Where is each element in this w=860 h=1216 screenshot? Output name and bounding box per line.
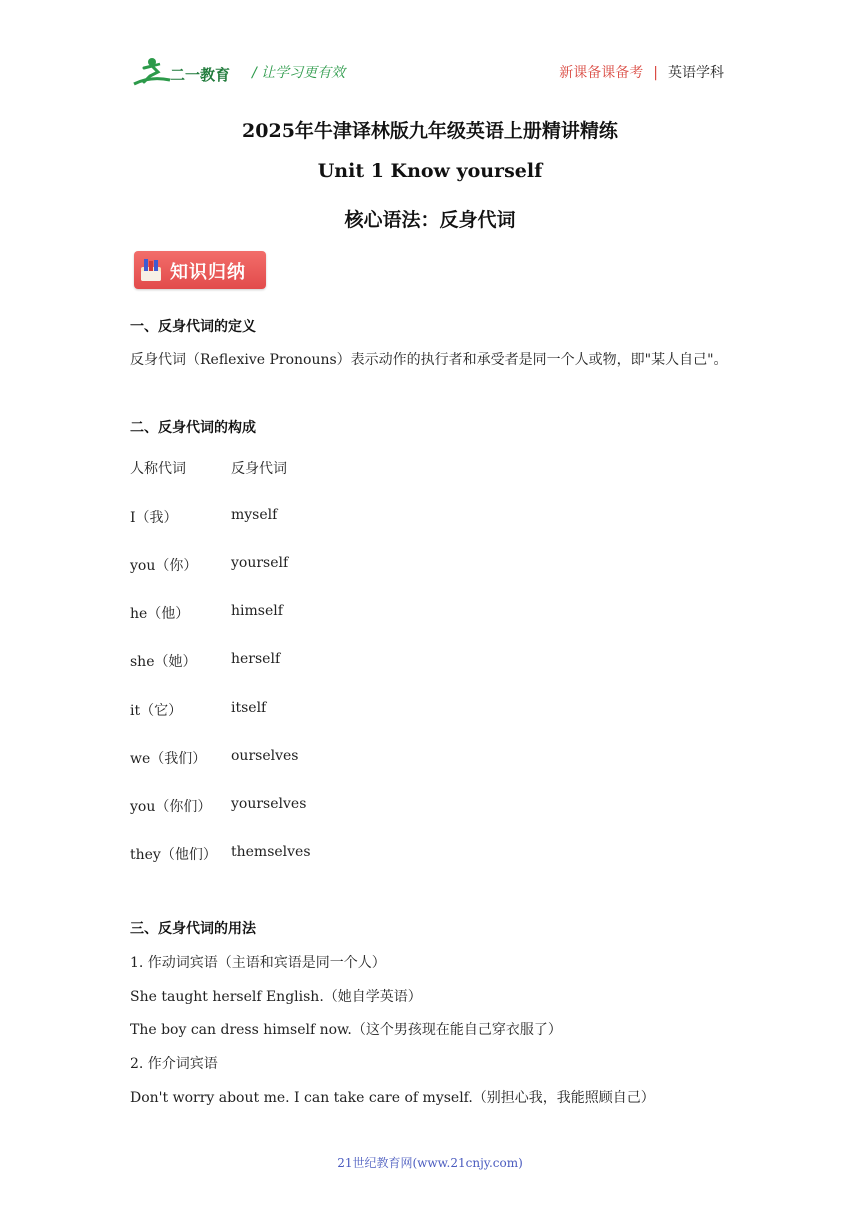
col-header-reflexive: 反身代词	[231, 461, 287, 477]
book-icon	[140, 257, 162, 283]
header-separator: |	[653, 65, 658, 81]
page-title: 2025年牛津译林版九年级英语上册精讲精练	[242, 120, 618, 142]
section2-heading: 二、反身代词的构成	[130, 420, 256, 436]
table-row-reflexive: yourselves	[231, 796, 307, 812]
table-row-pronoun: you（你）	[130, 558, 198, 574]
logo	[130, 56, 240, 88]
slogan: / 让学习更有效	[252, 65, 346, 81]
table-row-reflexive: yourself	[231, 555, 289, 571]
header-right-label: 新课备课备考	[559, 65, 644, 81]
grammar-title: 核心语法：反身代词	[344, 209, 516, 231]
header-right	[559, 62, 724, 82]
logo-runner-icon	[130, 56, 240, 88]
table-row-pronoun: I（我）	[130, 510, 178, 526]
section1-text: 反身代词（Reflexive Pronouns）表示动作的执行者和承受者是同一个人或物，即"某人自己"。	[130, 352, 728, 368]
logo-text: 二一教育	[170, 66, 231, 84]
table-row-pronoun: you（你们）	[130, 799, 212, 815]
usage-line: Don't worry about me. I can take care of myself.（别担心我，我能照顾自己）	[130, 1090, 655, 1106]
table-row-reflexive: myself	[231, 507, 278, 523]
table-row-pronoun: we（我们）	[130, 751, 207, 767]
table-row-reflexive: himself	[231, 603, 283, 619]
usage-line: The boy can dress himself now.（这个男孩现在能自己穿衣服了）	[130, 1022, 562, 1038]
knowledge-badge	[134, 251, 266, 289]
table-row-reflexive: ourselves	[231, 748, 299, 764]
usage-line: She taught herself English.（她自学英语）	[130, 989, 422, 1005]
col-header-personal: 人称代词	[130, 461, 186, 477]
badge-label: 知识归纳	[170, 262, 246, 283]
table-row-reflexive: themselves	[231, 844, 311, 860]
section1-heading: 一、反身代词的定义	[130, 319, 256, 335]
table-row-pronoun: they（他们）	[130, 847, 217, 863]
unit-title: Unit 1 Know yourself	[317, 160, 543, 182]
usage-line: 1. 作动词宾语（主语和宾语是同一个人）	[130, 955, 386, 971]
usage-line: 2. 作介词宾语	[130, 1056, 218, 1072]
header-subject: 英语学科	[668, 65, 724, 81]
table-row-pronoun: he（他）	[130, 606, 190, 622]
table-row-pronoun: it（它）	[130, 703, 183, 719]
table-row-pronoun: she（她）	[130, 654, 197, 670]
section3-heading: 三、反身代词的用法	[130, 921, 256, 937]
footer-link[interactable]: 21世纪教育网(www.21cnjy.com)	[337, 1156, 523, 1170]
table-row-reflexive: herself	[231, 651, 281, 667]
table-row-reflexive: itself	[231, 700, 267, 716]
